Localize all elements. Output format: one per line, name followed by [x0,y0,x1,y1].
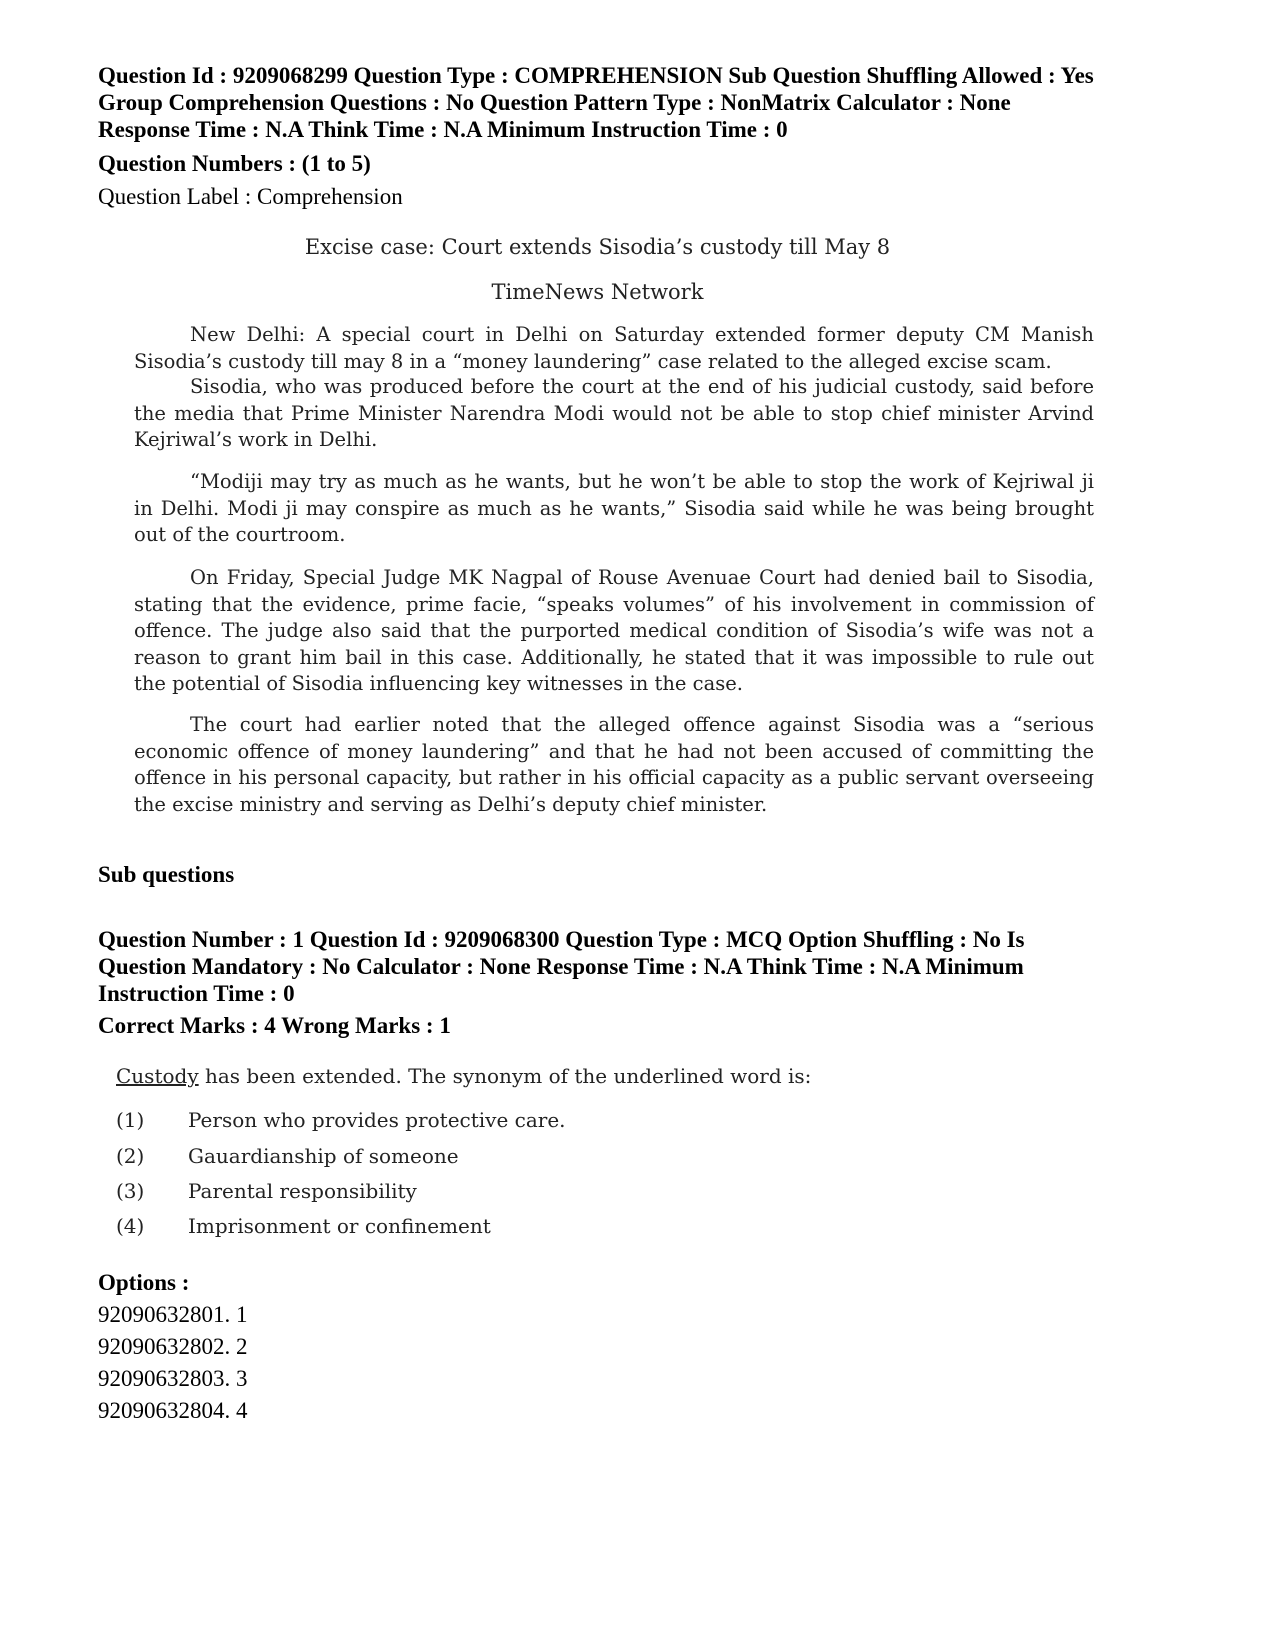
underlined-word: Custody [116,1064,199,1088]
article-paragraph-4: On Friday, Special Judge MK Nagpal of Rouse Avenuae Court had denied bail to Sisodia, stating that the evidence, prime facie, “speaks volumes” of his involvement in commission of offence. The judge also said that the purported medical condition of Sisodia’s wife was not a reason to grant him bail in this case. Additionally, he stated that it was impossible to rule out the potential of Sisodia influencing key witnesses in the case. [134,566,1094,695]
choice-number: (2) [116,1144,145,1168]
choice-text: Parental responsibility [188,1179,417,1203]
choice-text: Imprisonment or confinement [188,1214,491,1238]
choice-number: (4) [116,1214,145,1238]
question-label: Question Label : Comprehension [98,184,403,209]
article-title: Excise case: Court extends Sisodia’s custody till May 8 [304,235,891,259]
header-meta-line-2: Group Comprehension Questions : No Question Pattern Type : NonMatrix Calculator : None [98,90,1011,115]
question-1-stem [116,1063,811,1089]
header-meta-line-1: Question Id : 9209068299 Question Type : COMPREHENSION Sub Question Shuffling Allowed : Yes [98,63,1094,88]
article-paragraph-2: Sisodia, who was produced before the court at the end of his judicial custody, said before the media that Prime Minister Narendra Modi would not be able to stop chief minister Arvind Kejriwal’s work in Delhi. [134,375,1094,451]
sub-questions-heading: Sub questions [98,862,235,887]
question-1-meta-line-3: Instruction Time : 0 [98,981,295,1006]
option-3: 92090632803. 3 [98,1366,248,1391]
header-meta-line-3: Response Time : N.A Think Time : N.A Minimum Instruction Time : 0 [98,117,788,142]
option-4: 92090632804. 4 [98,1398,248,1423]
option-1: 92090632801. 1 [98,1302,248,1327]
choice-number: (3) [116,1179,145,1203]
option-2: 92090632802. 2 [98,1334,248,1359]
question-1-meta-line-1: Question Number : 1 Question Id : 9209068300 Question Type : MCQ Option Shuffling : No Is [98,927,1025,952]
options-heading: Options : [98,1270,190,1295]
article-paragraph-3: “Modiji may try as much as he wants, but he won’t be able to stop the work of Kejriwal ji in Delhi. Modi ji may conspire as much as he wants,” Sisodia said while he was being brought out of the courtroom. [134,470,1094,546]
question-1-stem-text: has been extended. The synonym of the underlined word is: [198,1064,812,1088]
article-paragraph-5: The court had earlier noted that the alleged offence against Sisodia was a “serious economic offence of money laundering” and that he had not been accused of committing the offence in his personal capacity, but rather in his official capacity as a public servant overseeing the excise ministry and serving as Delhi’s deputy chief minister. [134,713,1094,816]
article-paragraph-1: New Delhi: A special court in Delhi on Saturday extended former deputy CM Manish Sisodia’s custody till may 8 in a “money laundering” case related to the alleged excise scam. [134,323,1094,373]
choice-number: (1) [116,1108,145,1132]
question-numbers: Question Numbers : (1 to 5) [98,151,371,176]
choice-text: Gauardianship of someone [188,1144,459,1168]
article-source: TimeNews Network [491,280,704,304]
question-1-meta-line-2: Question Mandatory : No Calculator : None Response Time : N.A Think Time : N.A Minimum [98,954,1024,979]
question-1-marks: Correct Marks : 4 Wrong Marks : 1 [98,1013,451,1038]
choice-text: Person who provides protective care. [188,1108,566,1132]
